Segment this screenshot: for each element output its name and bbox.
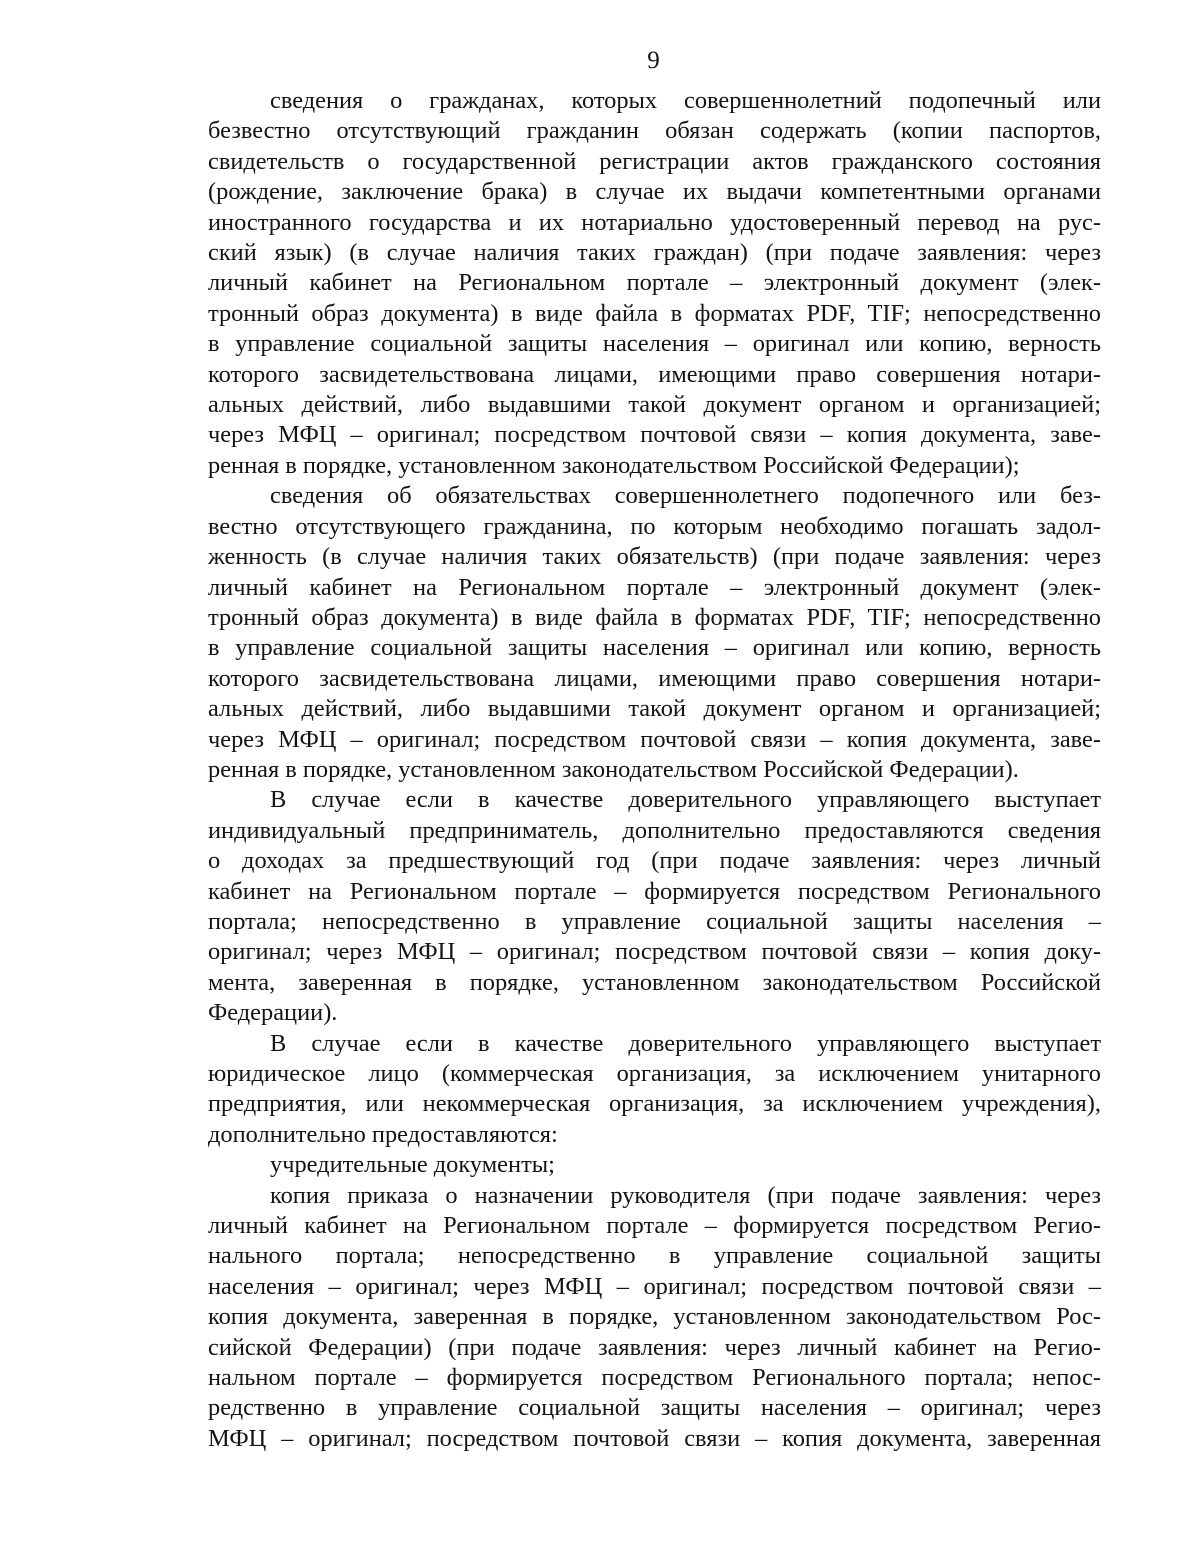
text-line: В случае если в качестве доверительного управляющего выступает [270, 786, 1101, 814]
text-line: иностранного государства и их нотариально удостоверенный перевод на рус- [208, 208, 1101, 236]
text-line: личный кабинет на Региональном портале – формируется посредством Регио- [208, 1212, 1101, 1240]
text-line: дополнительно предоставляются: [208, 1120, 558, 1148]
text-line: Федерации). [208, 999, 338, 1027]
text-line: населения – оригинал; через МФЦ – оригинал; посредством почтовой связи – [208, 1272, 1101, 1300]
text-line: нального портала; непосредственно в управление социальной защиты [208, 1242, 1101, 1270]
text-line: (рождение, заключение брака) в случае их выдачи компетентными органами [208, 178, 1101, 206]
text-line: через МФЦ – оригинал; посредством почтовой связи – копия документа, заве- [208, 725, 1101, 753]
text-line: оригинал; через МФЦ – оригинал; посредством почтовой связи – копия доку- [208, 938, 1101, 966]
text-line: личный кабинет на Региональном портале – электронный документ (элек- [208, 573, 1101, 601]
text-line: редственно в управление социальной защиты населения – оригинал; через [208, 1394, 1101, 1422]
text-line: свидетельств о государственной регистрации актов гражданского состояния [208, 147, 1101, 175]
text-line: вестно отсутствующего гражданина, по которым необходимо погашать задол- [208, 512, 1101, 540]
text-line: альных действий, либо выдавшими такой документ органом и организацией; [208, 695, 1101, 723]
text-line: альных действий, либо выдавшими такой документ органом и организацией; [208, 391, 1101, 419]
document-body [208, 86, 1101, 1454]
text-line: мента, заверенная в порядке, установленном законодательством Российской [208, 968, 1101, 996]
text-line: сведения о гражданах, которых совершеннолетний подопечный или [270, 87, 1101, 114]
text-line: портала; непосредственно в управление социальной защиты населения – [208, 907, 1101, 935]
text-line: в управление социальной защиты населения – оригинал или копию, верность [208, 330, 1101, 358]
text-line: сведения об обязательствах совершеннолетнего подопечного или без- [270, 482, 1101, 510]
text-line: безвестно отсутствующий гражданин обязан содержать (копии паспортов, [208, 117, 1101, 145]
text-line: копия приказа о назначении руководителя (при подаче заявления: через [270, 1181, 1101, 1209]
text-line: личный кабинет на Региональном портале – электронный документ (элек- [208, 269, 1101, 297]
text-line: предприятия, или некоммерческая организация, за исключением учреждения), [208, 1090, 1101, 1118]
paragraph-list [208, 86, 1101, 1454]
page-number: 9 [647, 47, 660, 74]
text-line: учредительные документы; [270, 1151, 555, 1179]
text-line: которого засвидетельствована лицами, имеющими право совершения нотари- [208, 664, 1101, 692]
text-line: ский язык) (в случае наличия таких граждан) (при подаче заявления: через [208, 239, 1101, 267]
text-line: В случае если в качестве доверительного управляющего выступает [270, 1029, 1101, 1057]
text-line: которого засвидетельствована лицами, имеющими право совершения нотари- [208, 360, 1101, 388]
text-line: тронный образ документа) в виде файла в форматах PDF, TIF; непосредственно [208, 299, 1101, 327]
text-line: копия документа, заверенная в порядке, установленном законодательством Рос- [208, 1303, 1101, 1331]
text-line: индивидуальный предприниматель, дополнительно предоставляются сведения [208, 816, 1101, 844]
text-line: женность (в случае наличия таких обязательств) (при подаче заявления: через [208, 543, 1101, 571]
text-line: юридическое лицо (коммерческая организация, за исключением унитарного [208, 1060, 1101, 1087]
text-line: кабинет на Региональном портале – формируется посредством Регионального [208, 877, 1101, 905]
text-line: в управление социальной защиты населения – оригинал или копию, верность [208, 634, 1101, 662]
text-line: ренная в порядке, установленном законодательством Российской Федерации). [208, 755, 1019, 783]
text-line: нальном портале – формируется посредством Регионального портала; непос- [208, 1364, 1101, 1392]
text-line: ренная в порядке, установленном законодательством Российской Федерации); [208, 451, 1020, 479]
text-line: о доходах за предшествующий год (при подаче заявления: через личный [208, 847, 1101, 875]
text-line: МФЦ – оригинал; посредством почтовой связи – копия документа, заверенная [208, 1424, 1101, 1452]
text-line: через МФЦ – оригинал; посредством почтовой связи – копия документа, заве- [208, 421, 1101, 449]
text-line: тронный образ документа) в виде файла в форматах PDF, TIF; непосредственно [208, 603, 1101, 631]
text-line: сийской Федерации) (при подаче заявления: через личный кабинет на Регио- [208, 1333, 1101, 1361]
